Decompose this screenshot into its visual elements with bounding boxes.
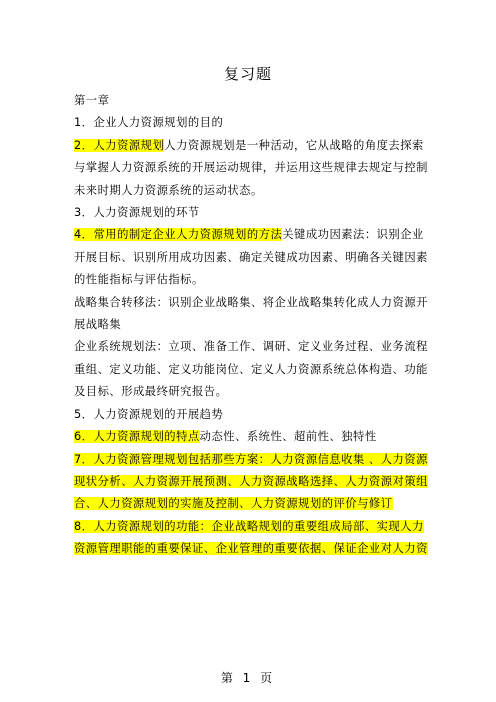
paragraph-4 (74, 224, 430, 291)
page-number: 第 1 页 (220, 671, 276, 685)
highlighted-text: 8．人力资源规划的功能：企业战略规划的重要组成局部、实现人力资源管理职能的重要保证、企业管理的重要依据、保证企业对人力资 (74, 519, 428, 556)
paragraph-9 (74, 449, 430, 516)
chapter-heading: 第一章 (74, 94, 110, 107)
paragraph-text: 人力资源规划是一种活动，它从战略的角度去探索与掌握人力资源系统的开展运动规律，并运用这些规律去规定与控制未来时期人力资源系统的运动状态。 (74, 138, 428, 197)
paragraph-2 (74, 135, 430, 202)
highlighted-text: 2．人力资源规划 (74, 138, 165, 152)
paragraph-3: 3．人力资源规划的环节 (74, 206, 200, 220)
paragraph-text: 动态性、系统性、超前性、独特性 (199, 430, 377, 444)
paragraph-8 (74, 426, 430, 448)
document-body (74, 90, 430, 561)
paragraph-1: 1．企业人力资源规划的目的 (74, 116, 224, 130)
paragraph-10 (74, 516, 430, 561)
highlighted-text: 6．人力资源规划的特点 (74, 430, 200, 444)
page-title: 复习题 (223, 65, 272, 83)
highlighted-text: 7．人力资源管理规划包括那些方案：人力资源信息收集 、人力资源现状分析、人力资源开展预测、人力资源战略选择、人力资源对策组合、人力资源规划的实施及控制、人力资源规划的评价与修订 (74, 452, 428, 511)
paragraph-7: 5．人力资源规划的开展趋势 (74, 407, 224, 421)
paragraph-5: 战略集合转移法：识别企业战略集、将企业战略集转化成人力资源开展战略集 (74, 295, 428, 332)
highlighted-text: 4．常用的制定企业人力资源规划的方法 (74, 228, 283, 242)
paragraph-6: 企业系统规划法：立项、准备工作、调研、定义业务过程、业务流程重组、定义功能、定义功能岗位、定义人力资源系统总体构造、功能及目标、形成最终研究报告。 (74, 340, 428, 399)
paragraph-text: 关键成功因素法：识别企业开展目标、识别所用成功因素、确定关键成功因素、明确各关键因素的性能指标与评估指标。 (74, 228, 428, 287)
